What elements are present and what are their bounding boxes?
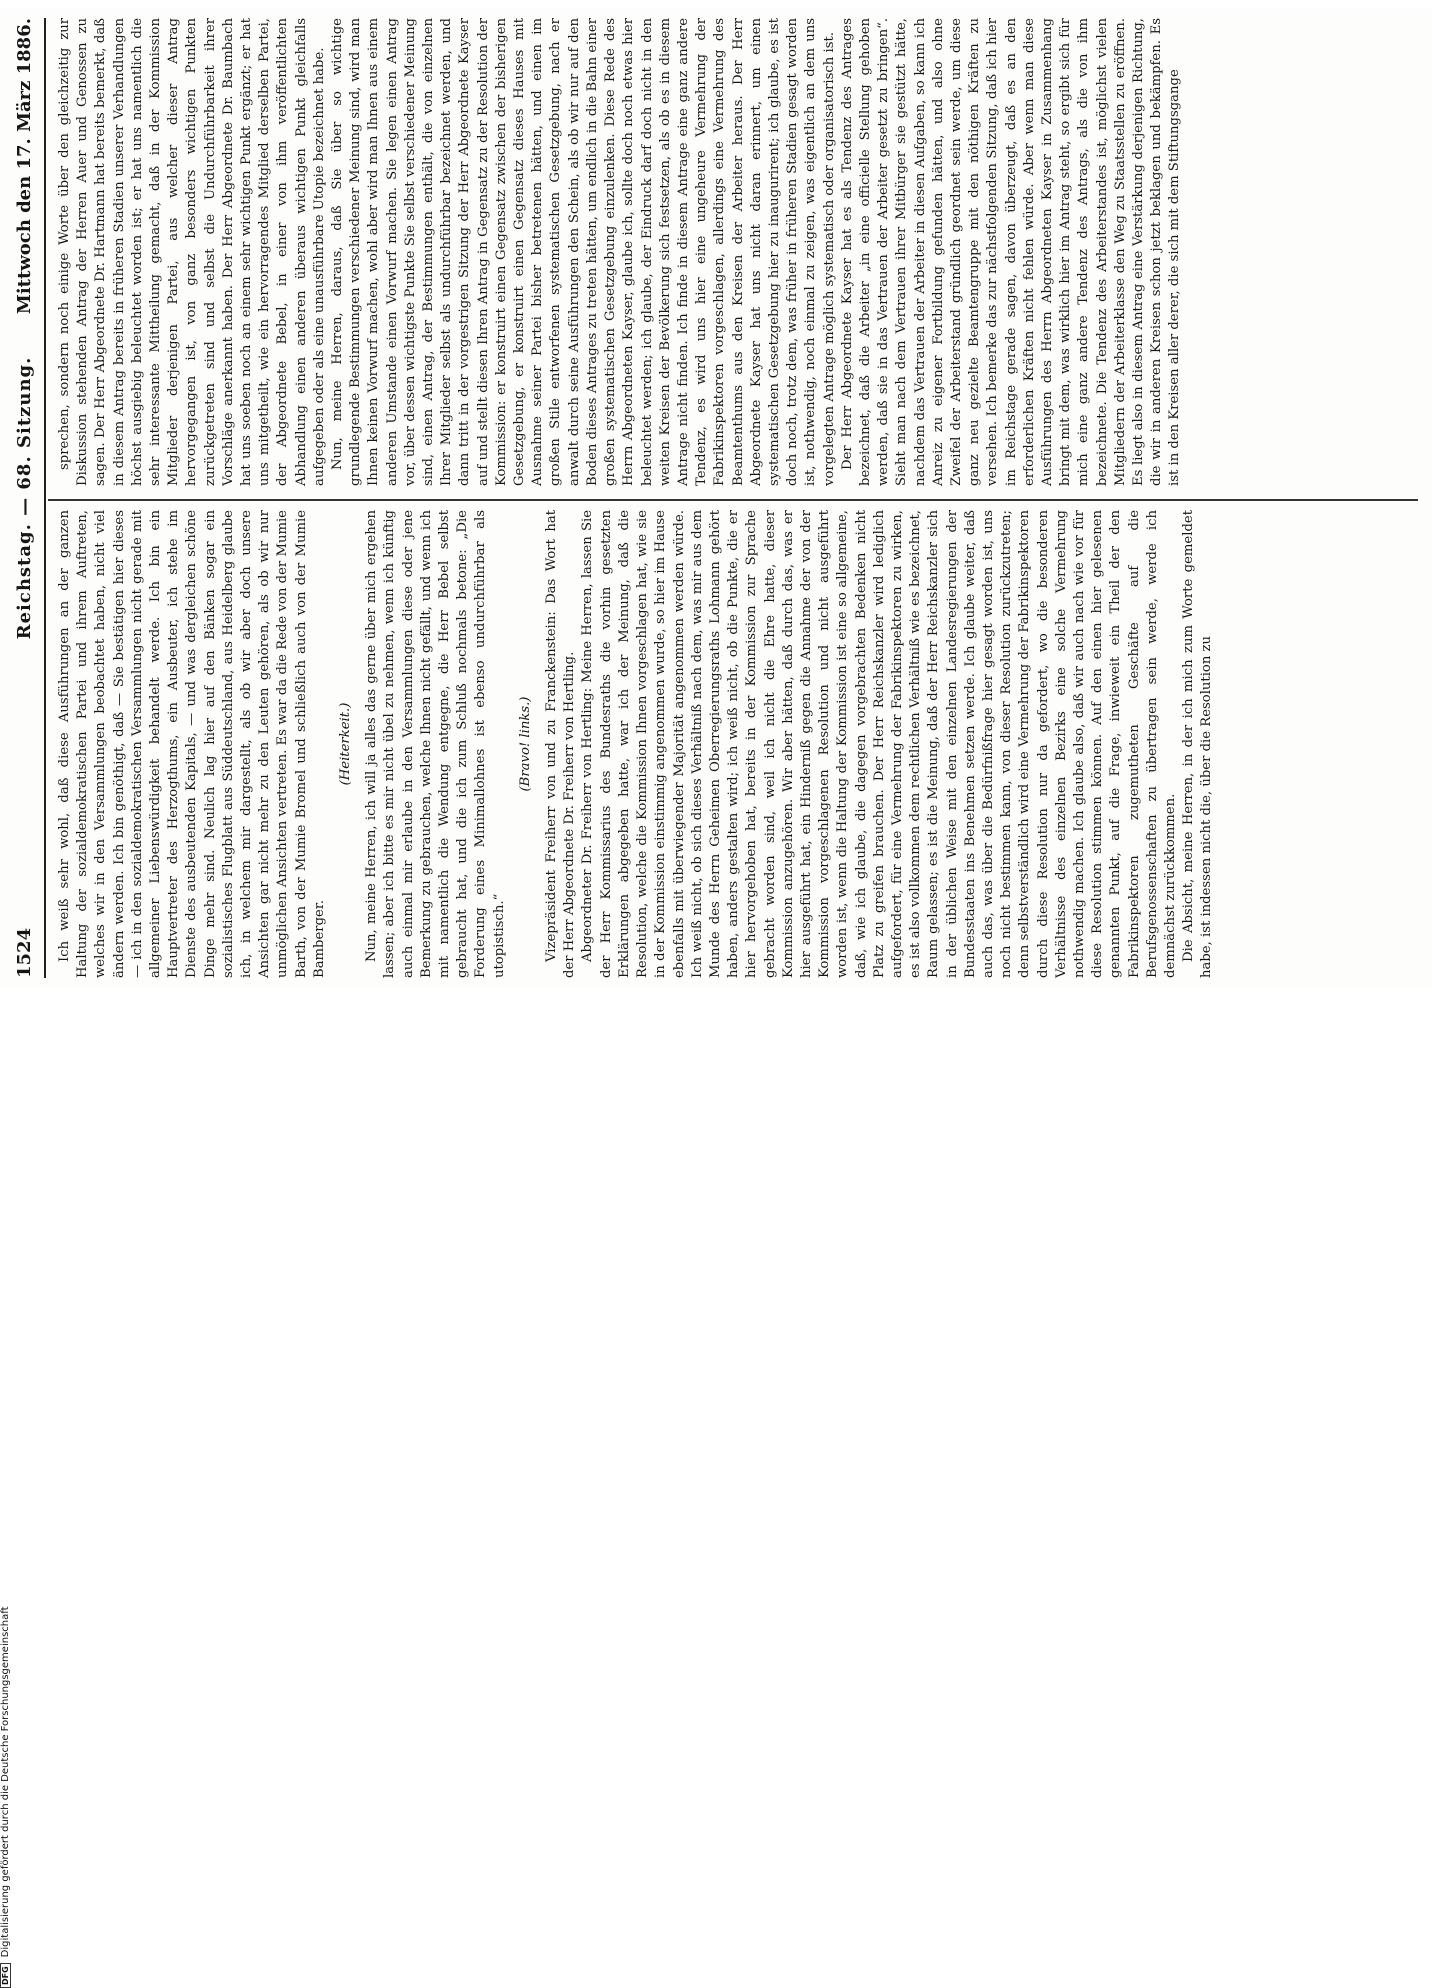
paragraph: Vizepräsident Freiherr von und zu Franckenstein: Das Wort hat der Herr Abgeordnete Dr. Freiherr von Hertling.: [544, 510, 578, 978]
paragraph: Die Absicht, meine Herren, in der ich mich zum Worte gemeldet habe, ist indessen nicht die, über die Resolution zu: [1181, 510, 1215, 978]
paragraph: Ich weiß sehr wohl, daß diese Ausführungen an der ganzen Haltung der sozialdemokratischen Partei und ihrem Auftreten, welches wir in den Versammlungen beobachtet haben, nicht viel ändern werden. Ich bin genöthigt, daß — Sie bestätigen hier dieses — ich in den sozialdemokratischen Versammlungen nicht gerade mit allgemeiner Liebenswürdigkeit behandelt werde. Ich bin ein Hauptvertreter des Herzogthums, ein Ausbeuter, ich stehe im Dienste des ausbeutenden Kapitals, — und was dergleichen schöne Dinge mehr sind. Neulich lag hier auf den Bänken sogar ein sozialistisches Flugblatt aus Süddeutschland, aus Heidelberg glaube ich, in welchem mir dargestellt, als ob wir aber doch unsere Ansichten gar nicht mehr zu den Leuten gehören, als ob wir nur unmöglichen Ansichten vertreten. Es war da die Rede von der Mumie Barth, von der Mumie Bromel und schließlich auch von der Mumie Bamberger.: [57, 510, 327, 978]
paragraph: sprechen, sondern noch einige Worte über den gleichzeitig zur Diskussion stehenden Antrag der Herren Auer und Genossen zu sagen. Der Herr Abgeordnete Dr. Hartmann hat bereits bemerkt, daß in diesem Antrag bereits in früheren Stadien unserer Verhandlungen höchst ausgiebig beleuchtet worden ist; er hat uns namentlich die sehr interessante Mittheilung gemacht, daß in der Kommission Mitglieder derjenigen Partei, aus welcher dieser Antrag hervorgegangen ist, von ganz besonders wichtigen Punkten zurückgetreten sind und selbst die Undurchführbarkeit ihrer Vorschläge anerkannt haben. Der Herr Abgeordnete Dr. Baumbach hat uns soeben noch an einem sehr wichtigen Punkt ergänzt; er hat uns mitgetheilt, wie ein hervorragendes Mitglied derselben Partei, der Abgeordnete Bebel, in einer von ihm veröffentlichten Abhandlung einen anderen überaus wichtigen Punkt gleichfalls aufgegeben oder als eine unausführbare Utopie bezeichnet habe.: [57, 18, 327, 486]
column-divider: [48, 499, 1418, 501]
paragraph: Der Herr Abgeordnete Kayser hat es als Tendenz des Antrages bezeichnet, daß die Arbeiter „in eine officielle Stellung gehoben werden, daß sie in das Vertrauen der Arbeiter gesetzt zu bringen“. Sieht man nach dem Vertrauen ihrer Mitbürger sie gestützt hätte, nachdem das Vertrauen der Arbeiter in diesen Aufgaben, so kann ich Anreiz zu eigener Fortbildung gefunden hätten, und also ohne Zweifel der Arbeiterstand gründlich geordnet sein werde, um diese ganz neu gezielte Beamtengruppe mit den nöthigen Kräften zu versehen. Ich bemerke das zur nächstfolgenden Sitzung, daß ich hier im Reichstage gerade sagen, davon überzeugt, daß es an den erforderlichen Kräften nicht fehlen würde. Aber wenn man diese Ausführungen des Herrn Abgeordneten Kayser in Zusammenhang bringt mit dem, was wirklich hier im Antrag steht, so ergibt sich für mich eine ganz andere Tendenz des Antrags, als die von ihm bezeichnete. Die Tendenz des Arbeiterstandes ist, möglichst vielen Mitgliedern der Arbeiterklasse den Weg zu Staatsstellen zu eröffnen. Es liegt also in diesem Antrag eine Verstärkung derjenigen Richtung, die wir in anderen Kreisen schon jetzt beklagen und bekämpfen. Es ist in den Kreisen aller derer, die sich mit dem Stiftungsgange: [839, 18, 1183, 486]
running-title: Reichstag. — 68. Sitzung.: [14, 356, 35, 640]
session-date: Mittwoch den 17. März 1886.: [14, 18, 35, 315]
digitization-credit-text: Digitalisierung gefördert durch die Deutsche Forschungsgemeinschaft: [0, 1606, 11, 1958]
stage-direction: (Heiterkeit.): [338, 702, 354, 786]
paragraph: Nun, meine Herren, daraus, daß Sie über so wichtige grundlegende Bestimmungen verschiedener Meinung sind, wird man Ihnen keinen Vorwurf machen, wohl aber wird man Ihnen aus einem anderen Umstande einen Vorwurf machen. Sie legen einen Antrag vor, über dessen wichtigste Punkte Sie selbst verschiedener Meinung sind, einen Antrag, der Bestimmungen enthält, die von einzelnen Ihrer Mitglieder selbst als undurchführbar bezeichnet werden, und dann tritt in der vorgestrigen Sitzung der Herr Abgeordnete Kayser auf und stellt diesen Ihren Antrag in Gegensatz zu der Resolution der Kommission: er konstruirt einen Gegensatz zwischen der bisherigen Gesetzgebung, er konstruirt einen Gegensatz dieses Hauses mit Ausnahme seiner Partei bisher betretenen hätten, und einen im großen Stile entworfenen systematischen Gesetzgebung, nach er anwalt durch seine Ausführungen den Schein, als ob wir nur auf den Boden dieses Antrages zu treten hätten, um endlich in die Bahn einer großen systematischen Gesetzgebung einzulenken. Diese Rede des Herrn Abgeordneten Kayser, glaube ich, sollte doch noch etwas hier beleuchtet werden; ich glaube, der Eindruck darf doch nicht in den weiten Kreisen der Bevölkerung sich festsetzen, als ob es in diesem Antrage nicht finden. Ich finde in diesem Antrage eine ganz andere Tendenz, es wird uns hier eine ungeheure Vermehrung der Fabrikinspektoren vorgeschlagen, allerdings eine Vermehrung des Beamtenthums aus den Kreisen der Arbeiter heraus. Der Herr Abgeordnete Kayser hat uns nicht daran erinnert, um einen systematischen Gesetzgebung hier zu inaugurirent; ich glaube, es ist doch noch, trotz dem, was früher in früheren Stadien gesagt worden ist, nothwendig, noch einmal zu zeigen, was eigentlich an dem uns vorgelegten Antrage möglich systematisch oder organisatorisch ist.: [330, 18, 837, 486]
right-column: [56, 18, 1185, 486]
paragraph: Abgeordneter Dr. Freiherr von Hertling: Meine Herren, lassen Sie der Herr Kommissarius des Bundesraths die vorhin gesetzten Erklärungen abgegeben hatte, war ich der Meinung, daß die Resolution, welche die Kommission Ihnen vorgeschlagen hat, wie sie in der Kommission einstimmig angenommen wurde, so hier im Hause ebenfalls mit überwiegender Majorität angenommen werden würde. Ich weiß nicht, ob sich dieses Verhältniß nach dem, was mir aus dem Munde des Herrn Geheimen Oberregierungsraths Lohmann gehört haben, anders gestalten wird; ich weiß nicht, ob die Punkte, die er hier hervorgehoben hat, bereits in der Kommission zur Sprache gebracht worden sind, weil ich nicht die Ehre hatte, dieser Kommission anzugehören. Wir aber hätten, daß durch das, was er hier ausgeführt hat, ein Hinderniß gegen die Annahme der von der Kommission vorgeschlagenen Resolution und nicht ausgeführt worden ist, wenn die Haltung der Kommission ist eine so allgemeine, daß, wie ich glaube, die dagegen vorgebrachten Bedenken nicht Platz zu greifen brauchen. Der Herr Reichskanzler wird lediglich aufgefordert, für eine Vermehrung der Fabrikinspektoren zu wirken, es ist also vollkommen dem rechtlichen Verhältniß wie es bezeichnet, Raum gelassen; es ist die Meinung, daß der Herr Reichskanzler sich in der üblichen Weise mit den einzelnen Landesregierungen der Bundesstaaten ins Benehmen setzen werde. Ich glaube weiter, daß auch das, was über die Bedürfnißfrage hier gesagt worden ist, uns noch nicht bestimmen kann, von dieser Resolution zurückzutreten; denn selbstverständlich wird eine Vermehrung der Fabrikinspektoren durch diese Resolution nur da gefordert, wo die besonderen Verhältnisse des einzelnen Bezirks eine solche Vermehrung nothwendig machen. Ich glaube also, daß wir auch nach wie vor für diese Resolution stimmen können. Auf den einen hier gelesenen genannten Punkt, auf die Frage, inwieweit ein Theil der den Fabrikinspektoren zugemutheten Geschäfte auf die Berufsgenossenschaften zu übertragen sein werde, werde ich demnächst zurückkommen.: [580, 510, 1178, 978]
stage-direction: (Bravo! links.): [517, 696, 533, 792]
dfg-logo: DFG: [0, 1963, 11, 1988]
page-number: 1524: [14, 927, 35, 978]
left-column: [56, 510, 1217, 978]
digitization-credit-strip: [0, 0, 12, 1985]
page-header: [14, 18, 40, 978]
digitization-credit: [0, 988, 12, 1988]
header-rule: [44, 18, 46, 978]
paragraph: Nun, meine Herren, ich will ja alles das gerne über mich ergehen lassen; aber ich bitte es mir nicht übel zu nehmen, wenn ich künftig auch einmal mir erlaube in den Versammlungen diese oder jene Bemerkung zu gebrauchen, welche Ihnen nicht gefällt, und wenn ich mit namentlich die Wendung entgegne, die Herr Bebel selbst gebraucht hat, und die ich zum Schluß nochmals betone: „Die Forderung eines Minimallohnes ist ebenso undurchführbar als utopistisch.“: [364, 510, 507, 978]
